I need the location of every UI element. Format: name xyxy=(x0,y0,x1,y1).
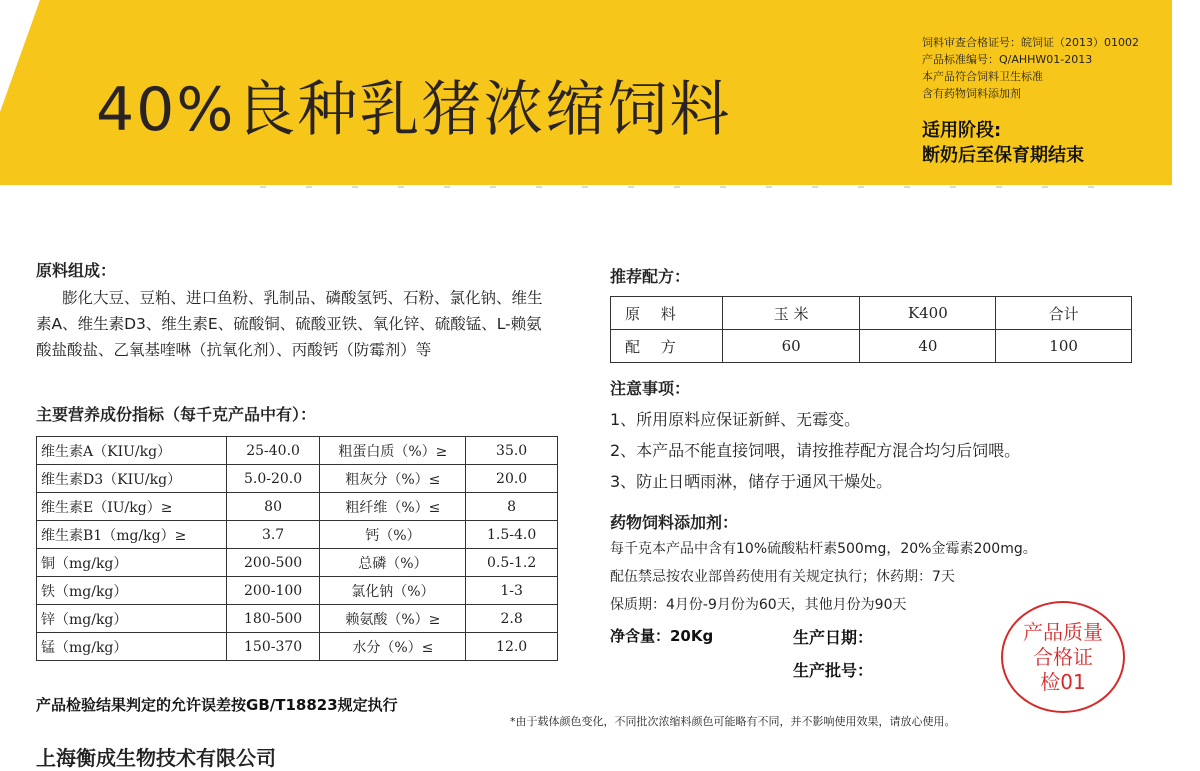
cert-line: 产品标准编号：Q/AHHW01-2013 xyxy=(922,53,1093,66)
stage-label: 适用阶段: xyxy=(922,120,1002,141)
table-cell: 粗灰分（%）≤ xyxy=(320,465,466,493)
table-cell: 配 方 xyxy=(611,330,723,363)
formula-table xyxy=(610,296,1132,363)
table-cell: 原 料 xyxy=(611,297,723,330)
table-cell: 合计 xyxy=(996,297,1132,330)
list-item: 2、本产品不能直接饲喂，请按推荐配方混合均匀后饲喂。 xyxy=(610,441,1021,460)
table-row xyxy=(37,465,558,493)
table-cell: 锰（mg/kg） xyxy=(37,633,227,661)
table-cell: 粗蛋白质（%）≥ xyxy=(320,437,466,465)
table-cell: 总磷（%） xyxy=(320,549,466,577)
medication-line: 保质期：4月份-9月份为60天，其他月份为90天 xyxy=(610,597,907,613)
table-cell: 锌（mg/kg） xyxy=(37,605,227,633)
medication-line: 每千克本产品中含有10%硫酸粘杆素500mg，20%金霉素200mg。 xyxy=(610,541,1037,557)
table-cell: 维生素A（KIU/kg） xyxy=(37,437,227,465)
table-cell: 钙（%） xyxy=(320,521,466,549)
table-cell: 12.0 xyxy=(466,633,558,661)
nutrition-table xyxy=(36,436,558,661)
table-cell: 水分（%）≤ xyxy=(320,633,466,661)
table-row xyxy=(37,605,558,633)
table-cell: 氯化钠（%） xyxy=(320,577,466,605)
net-content: 净含量：20Kg xyxy=(610,627,714,645)
banner-edge xyxy=(1172,0,1200,185)
production-date: 生产日期： xyxy=(793,628,874,647)
table-row xyxy=(37,577,558,605)
table-cell: 40 xyxy=(860,330,996,363)
table-cell: 维生素B1（mg/kg）≥ xyxy=(37,521,227,549)
stamp-line: 产品质量 xyxy=(1023,619,1103,644)
table-cell: 2.8 xyxy=(466,605,558,633)
table-row xyxy=(37,437,558,465)
table-cell: 维生素E（IU/kg）≥ xyxy=(37,493,227,521)
table-cell: 100 xyxy=(996,330,1132,363)
list-item: 1、所用原料应保证新鲜、无霉变。 xyxy=(610,410,861,429)
notes-list xyxy=(610,404,1020,497)
cert-line: 本产品符合饲料卫生标准 xyxy=(922,70,1043,83)
company-name: 上海衡成生物技术有限公司 xyxy=(36,746,276,770)
stage-value: 断奶后至保育期结束 xyxy=(922,145,1084,166)
table-cell: 维生素D3（KIU/kg） xyxy=(37,465,227,493)
batch-number: 生产批号： xyxy=(793,661,874,680)
table-row xyxy=(37,493,558,521)
tolerance-note: 产品检验结果判定的允许误差按GB/T18823规定执行 xyxy=(36,696,398,714)
table-cell: 150-370 xyxy=(226,633,320,661)
medication-line: 配伍禁忌按农业部兽药使用有关规定执行；休药期：7天 xyxy=(610,569,955,585)
table-row xyxy=(611,330,1132,363)
table-cell: 铁（mg/kg） xyxy=(37,577,227,605)
table-cell: 铜（mg/kg） xyxy=(37,549,227,577)
footnote: *由于载体颜色变化，不同批次浓缩料颜色可能略有不同，并不影响使用效果，请放心使用。 xyxy=(510,715,956,728)
stamp-line: 检01 xyxy=(1040,669,1086,694)
table-cell: 赖氨酸（%）≥ xyxy=(320,605,466,633)
table-row xyxy=(37,633,558,661)
table-cell: 60 xyxy=(722,330,860,363)
cert-line: 含有药物饲料添加剂 xyxy=(922,87,1021,100)
notes-heading: 注意事项： xyxy=(610,379,691,398)
table-cell: 5.0-20.0 xyxy=(226,465,320,493)
cert-line: 饲料审查合格证号：皖饲证（2013）01002 xyxy=(922,36,1139,49)
nutrition-heading: 主要营养成份指标（每千克产品中有）： xyxy=(36,405,317,424)
table-cell: 粗纤维（%）≤ xyxy=(320,493,466,521)
certificate-info xyxy=(922,34,1139,102)
stamp-line: 合格证 xyxy=(1033,644,1093,669)
table-cell: 25-40.0 xyxy=(226,437,320,465)
table-cell: 180-500 xyxy=(226,605,320,633)
table-row xyxy=(611,297,1132,330)
table-cell: 20.0 xyxy=(466,465,558,493)
quality-stamp xyxy=(1001,601,1125,713)
medication-heading: 药物饲料添加剂： xyxy=(610,513,739,532)
ingredients-text: 膨化大豆、豆粕、进口鱼粉、乳制品、磷酸氢钙、石粉、氯化钠、维生素A、维生素D3、维生素E、硫酸铜、硫酸亚铁、氧化锌、硫酸锰、L-赖氨酸盐酸盐、乙氧基喹啉（抗氧化剂）、丙酸钙（防霉剂）等 xyxy=(36,289,543,359)
decorative-dots xyxy=(260,186,1140,192)
table-cell: 0.5-1.2 xyxy=(466,549,558,577)
list-item: 3、防止日晒雨淋，储存于通风干燥处。 xyxy=(610,472,893,491)
table-row xyxy=(37,549,558,577)
table-cell: 1.5-4.0 xyxy=(466,521,558,549)
table-cell: 35.0 xyxy=(466,437,558,465)
table-cell: 200-500 xyxy=(226,549,320,577)
table-cell: K400 xyxy=(860,297,996,330)
ingredients-heading: 原料组成： xyxy=(36,261,117,280)
table-row xyxy=(37,521,558,549)
table-cell: 8 xyxy=(466,493,558,521)
table-cell: 1-3 xyxy=(466,577,558,605)
table-cell: 玉 米 xyxy=(722,297,860,330)
formula-heading: 推荐配方： xyxy=(610,267,691,286)
usage-stage xyxy=(922,118,1084,168)
table-cell: 200-100 xyxy=(226,577,320,605)
table-cell: 80 xyxy=(226,493,320,521)
product-title: 40%良种乳猪浓缩饲料 xyxy=(96,75,732,145)
medication-text xyxy=(610,535,1037,619)
table-cell: 3.7 xyxy=(226,521,320,549)
